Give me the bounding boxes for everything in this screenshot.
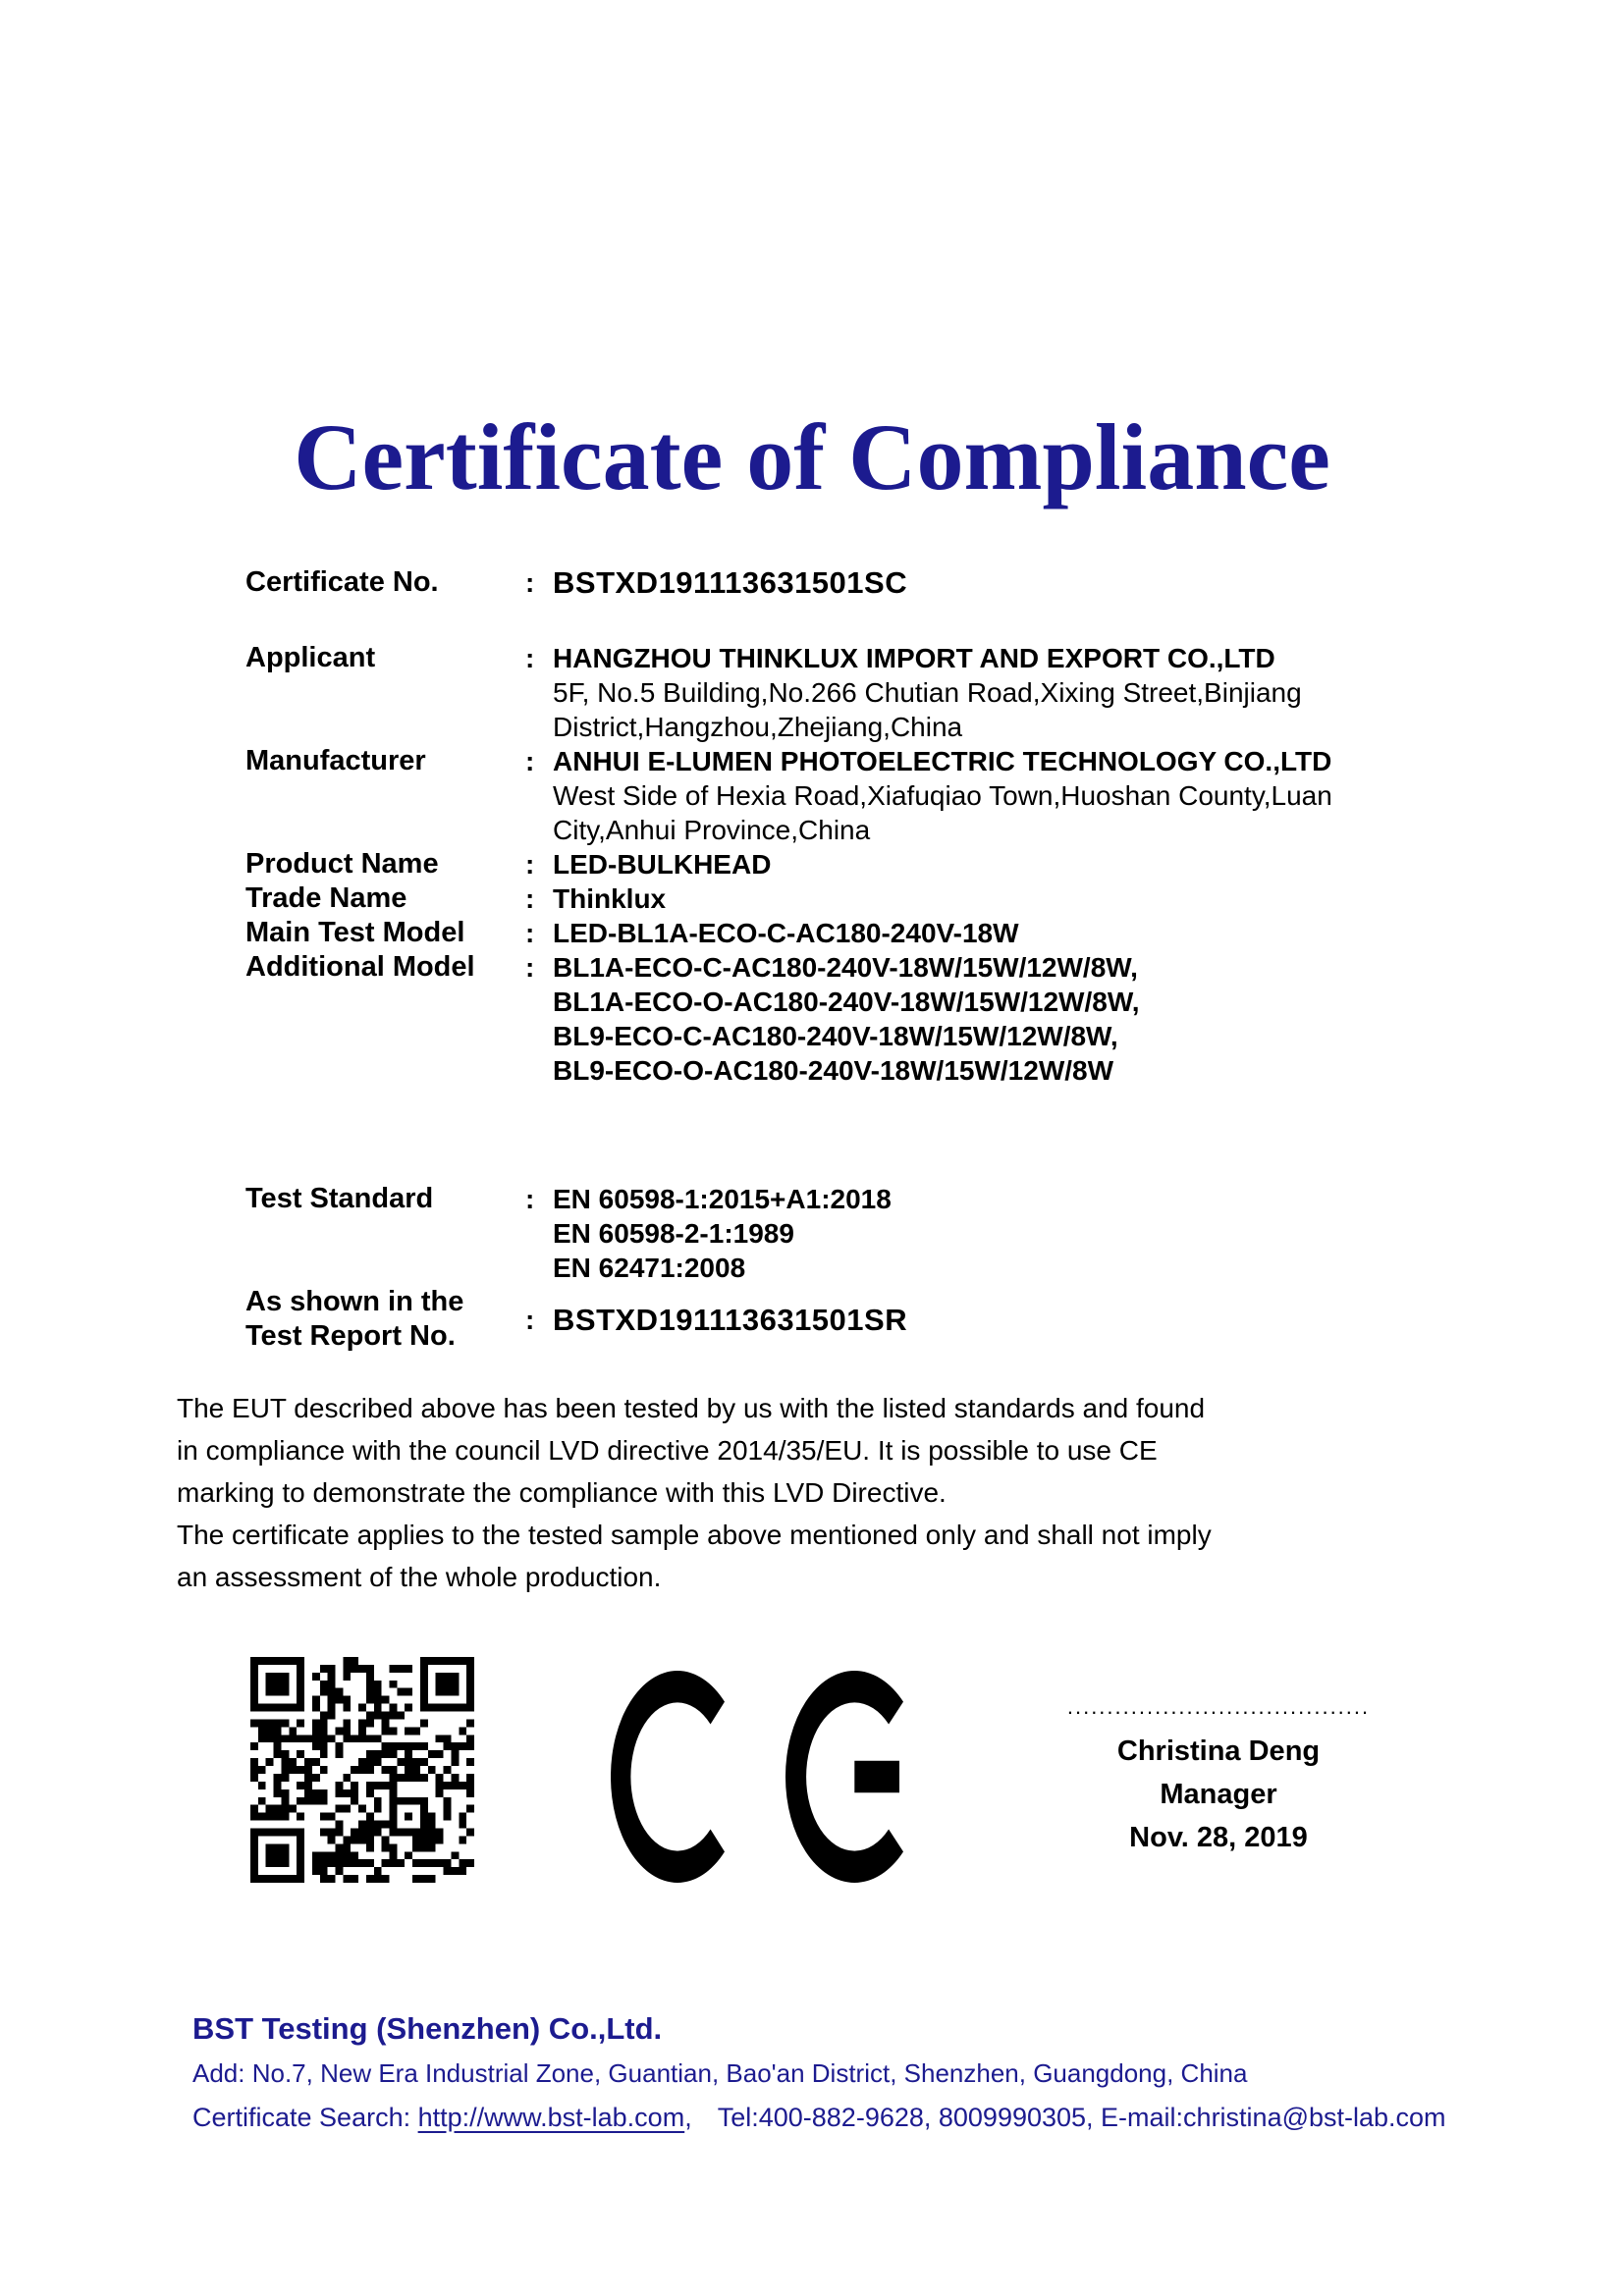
colon-separator: : [525,643,535,673]
row-applicant [245,641,1483,744]
colon-separator: : [525,567,535,598]
colon-separator: : [525,883,535,914]
applicant-address-line1: 5F, No.5 Building,No.266 Chutian Road,Xixing Street,Binjiang [553,677,1302,708]
certificate-no-label: Certificate No. [245,566,439,598]
footer-address: Add: No.7, New Era Industrial Zone, Guantian, Bao'an District, Shenzhen, Guangdong, China [192,2058,1248,2088]
statement-line: The EUT described above has been tested by us with the listed standards and found [177,1393,1206,1423]
additional-model-line: BL9-ECO-O-AC180-240V-18W/15W/12W/8W [553,1055,1114,1086]
signature-block [1039,1696,1398,1859]
row-trade-name [245,881,1483,916]
row-main-test-model [245,916,1483,950]
statement-line: marking to demonstrate the compliance with this LVD Directive. [177,1477,947,1508]
ce-mark-icon [611,1671,903,1883]
test-standard-line: EN 60598-2-1:1989 [553,1218,794,1249]
main-test-model-label: Main Test Model [245,917,465,948]
trade-name-value: Thinklux [553,883,667,914]
certificate-info [245,565,1483,1354]
applicant-name: HANGZHOU THINKLUX IMPORT AND EXPORT CO.,LTD [553,643,1275,673]
product-name-value: LED-BULKHEAD [553,849,772,880]
applicant-label: Applicant [245,642,376,673]
colon-separator: : [525,746,535,776]
manufacturer-address-line2: City,Anhui Province,China [553,815,871,845]
signatory-name: Christina Deng [1116,1735,1321,1767]
statement-line: in compliance with the council LVD directive 2014/35/EU. It is possible to use CE [177,1435,1158,1466]
manufacturer-address-line1: West Side of Hexia Road,Xiafuqiao Town,Huoshan County,Luan [553,780,1332,811]
row-manufacturer [245,744,1483,847]
test-report-no-value: BSTXD191113631501SR [553,1302,908,1337]
colon-separator: : [525,1304,535,1335]
row-certificate-no [245,565,1483,600]
row-additional-model [245,950,1483,1088]
manufacturer-name: ANHUI E-LUMEN PHOTOELECTRIC TECHNOLOGY CO.,LTD [553,746,1332,776]
colon-separator: : [525,1184,535,1214]
footer-company-name: BST Testing (Shenzhen) Co.,Ltd. [192,2011,663,2046]
signatory-title: Manager [1160,1779,1277,1810]
statement-line: an assessment of the whole production. [177,1562,662,1592]
statement-line: The certificate applies to the tested sample above mentioned only and shall not imply [177,1520,1212,1550]
certificate-no-value: BSTXD191113631501SC [553,565,908,600]
colon-separator: : [525,918,535,948]
footer-contact: Tel:400-882-9628, 8009990305, E-mail:christina@bst-lab.com [717,2103,1446,2132]
row-test-standard [245,1182,1483,1285]
test-report-label-line2: Test Report No. [245,1320,456,1352]
test-standard-label: Test Standard [245,1183,434,1214]
qr-code [250,1657,474,1883]
certificate-title: Certificate of Compliance [294,404,1330,509]
row-product-name [245,847,1483,881]
main-test-model-value: LED-BL1A-ECO-C-AC180-240V-18W [553,918,1019,948]
test-standard-line: EN 60598-1:2015+A1:2018 [553,1184,892,1214]
additional-model-line: BL9-ECO-C-AC180-240V-18W/15W/12W/8W, [553,1021,1118,1051]
signature-line: ...................................... [1066,1696,1371,1718]
certificate-search-label: Certificate Search: [192,2103,418,2132]
footer [192,2010,1498,2134]
certificate-search-link[interactable]: http://www.bst-lab.com [417,2103,685,2132]
applicant-address-line2: District,Hangzhou,Zhejiang,China [553,712,963,742]
additional-model-line: BL1A-ECO-C-AC180-240V-18W/15W/12W/8W, [553,952,1138,983]
signature-date: Nov. 28, 2019 [1129,1822,1308,1853]
colon-separator: : [525,952,535,983]
footer-search-line [192,2101,1498,2134]
additional-model-label: Additional Model [245,951,475,983]
test-report-label-line1: As shown in the [245,1286,464,1317]
product-name-label: Product Name [245,848,439,880]
colon-separator: : [525,849,535,880]
test-standard-line: EN 62471:2008 [553,1253,746,1283]
row-test-report-no [245,1285,1483,1354]
trade-name-label: Trade Name [245,882,407,914]
compliance-statement [177,1387,1492,1598]
manufacturer-label: Manufacturer [245,745,426,776]
search-comma: , [684,2103,692,2132]
additional-model-line: BL1A-ECO-O-AC180-240V-18W/15W/12W/8W, [553,987,1140,1017]
